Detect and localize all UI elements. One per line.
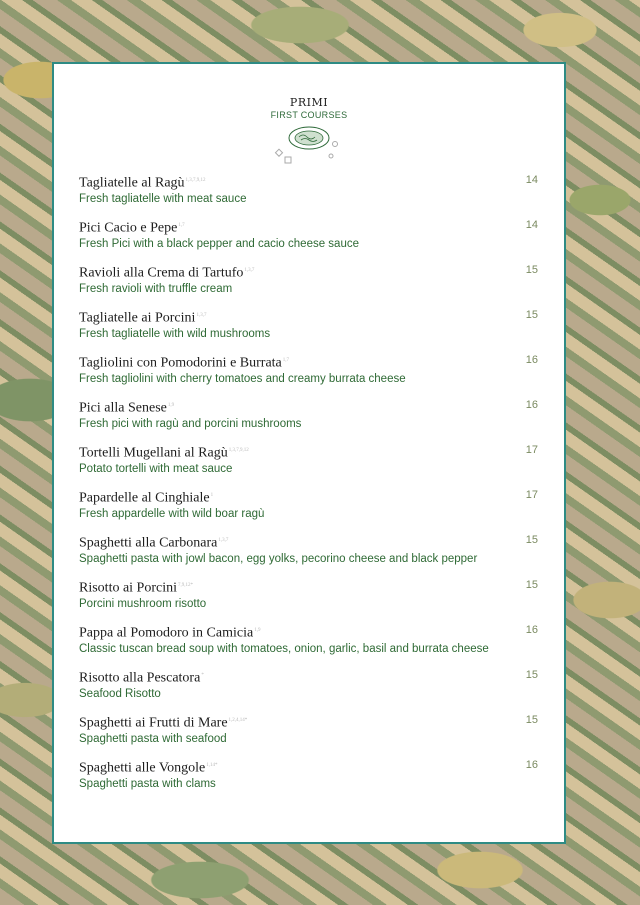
dish-name-text: Risotto ai Porcini <box>79 580 177 596</box>
dish-name-text: Pappa al Pomodoro in Camicia <box>79 625 254 641</box>
allergens: 1,7 <box>282 358 290 363</box>
dish-name <box>79 442 538 462</box>
allergens: 1,9 <box>254 628 261 633</box>
dish-price: 16 <box>525 624 538 636</box>
allergens: 1,3,7,9,12 <box>185 178 206 183</box>
dish-description: Seafood Risotto <box>79 687 161 700</box>
dish-description: Fresh ravioli with truffle cream <box>79 282 233 295</box>
dish-description: Classic tuscan bread soup with tomatoes, onion, garlic, basil and burrata cheese <box>79 642 489 655</box>
dish-description: Fresh pici with ragù and porcini mushrooms <box>79 417 302 430</box>
dish-description: Fresh appardelle with wild boar ragù <box>79 507 265 520</box>
dish-name <box>79 622 538 642</box>
menu-item <box>79 622 538 667</box>
dish-description: Porcini mushroom risotto <box>79 597 207 610</box>
dish-name <box>79 577 538 597</box>
dish-name <box>79 172 538 192</box>
section-subtitle: FIRST COURSES <box>270 110 348 120</box>
menu-item <box>79 577 538 622</box>
dish-price: 14 <box>525 219 538 231</box>
dish-name <box>79 757 538 777</box>
menu-header <box>54 96 564 166</box>
menu-item <box>79 667 538 712</box>
dish-name-text: Risotto alla Pescatora <box>79 670 201 686</box>
allergens: 1,3,7 <box>218 538 229 543</box>
allergens: 1,2,4,14* <box>228 718 248 723</box>
dish-price: 14 <box>525 174 538 186</box>
dish-description: Fresh Pici with a black pepper and cacio cheese sauce <box>79 237 359 250</box>
dish-description: Fresh tagliatelle with meat sauce <box>79 192 247 205</box>
dish-price: 15 <box>525 534 538 546</box>
dish-name <box>79 667 538 687</box>
dish-description: Spaghetti pasta with seafood <box>79 732 227 745</box>
dish-price: 15 <box>525 579 538 591</box>
dish-price: 15 <box>525 309 538 321</box>
dish-name <box>79 532 538 552</box>
dish-price: 15 <box>525 669 538 681</box>
dish-name-text: Tagliatelle ai Porcini <box>79 310 196 326</box>
menu-item <box>79 442 538 487</box>
menu-item <box>79 352 538 397</box>
dish-price: 15 <box>525 714 538 726</box>
dish-description: Spaghetti pasta with jowl bacon, egg yolks, pecorino cheese and black pepper <box>79 552 478 565</box>
allergens: 1,3,7 <box>244 268 255 273</box>
dish-name-text: Spaghetti alle Vongole <box>79 760 206 776</box>
dish-name <box>79 307 538 327</box>
menu-item <box>79 172 538 217</box>
dish-name-text: Tagliatelle al Ragù <box>79 175 185 191</box>
menu-item <box>79 307 538 352</box>
menu-item <box>79 532 538 577</box>
dish-name-text: Papardelle al Cinghiale <box>79 490 210 506</box>
dish-price: 17 <box>525 444 538 456</box>
menu-item <box>79 397 538 442</box>
dish-price: 16 <box>525 759 538 771</box>
dish-name <box>79 397 538 417</box>
dish-name-text: Pici alla Senese <box>79 400 167 416</box>
allergens: 1,9 <box>167 403 175 408</box>
menu-item <box>79 757 538 802</box>
dish-description: Spaghetti pasta with clams <box>79 777 216 790</box>
menu-item <box>79 262 538 307</box>
dish-name-text: Tagliolini con Pomodorini e Burrata <box>79 355 282 371</box>
dish-name-text: Ravioli alla Crema di Tartufo <box>79 265 244 281</box>
menu-card <box>52 62 566 844</box>
dish-price: 15 <box>525 264 538 276</box>
dish-price: 16 <box>525 354 538 366</box>
allergens: * <box>201 673 204 678</box>
menu-item <box>79 712 538 757</box>
menu-item <box>79 487 538 532</box>
dish-name-text: Spaghetti alla Carbonara <box>79 535 218 551</box>
pasta-plate-icon <box>269 124 349 166</box>
allergens: 1,7 <box>178 223 185 228</box>
menu-item <box>79 217 538 262</box>
dish-name-text: Spaghetti ai Frutti di Mare <box>79 715 228 731</box>
dish-price: 16 <box>525 399 538 411</box>
allergens: 1,3,7 <box>196 313 207 318</box>
dish-name <box>79 262 538 282</box>
allergens: 1,14* <box>206 763 218 768</box>
dish-description: Fresh tagliolini with cherry tomatoes and creamy burrata cheese <box>79 372 406 385</box>
dish-name <box>79 712 538 732</box>
dish-price: 17 <box>525 489 538 501</box>
dish-description: Potato tortelli with meat sauce <box>79 462 233 475</box>
allergens: 7,9,12* <box>178 583 193 588</box>
section-title: PRIMI <box>289 96 329 109</box>
dish-description: Fresh tagliatelle with wild mushrooms <box>79 327 271 340</box>
dish-name-text: Pici Cacio e Pepe <box>79 220 178 236</box>
allergens: 1,3,7,9,12 <box>228 448 249 453</box>
dish-name <box>79 217 538 237</box>
dish-name <box>79 352 538 372</box>
dish-name <box>79 487 538 507</box>
dish-name-text: Tortelli Mugellani al Ragù <box>79 445 228 461</box>
allergens: 1 <box>210 493 214 498</box>
menu-list <box>79 172 538 802</box>
